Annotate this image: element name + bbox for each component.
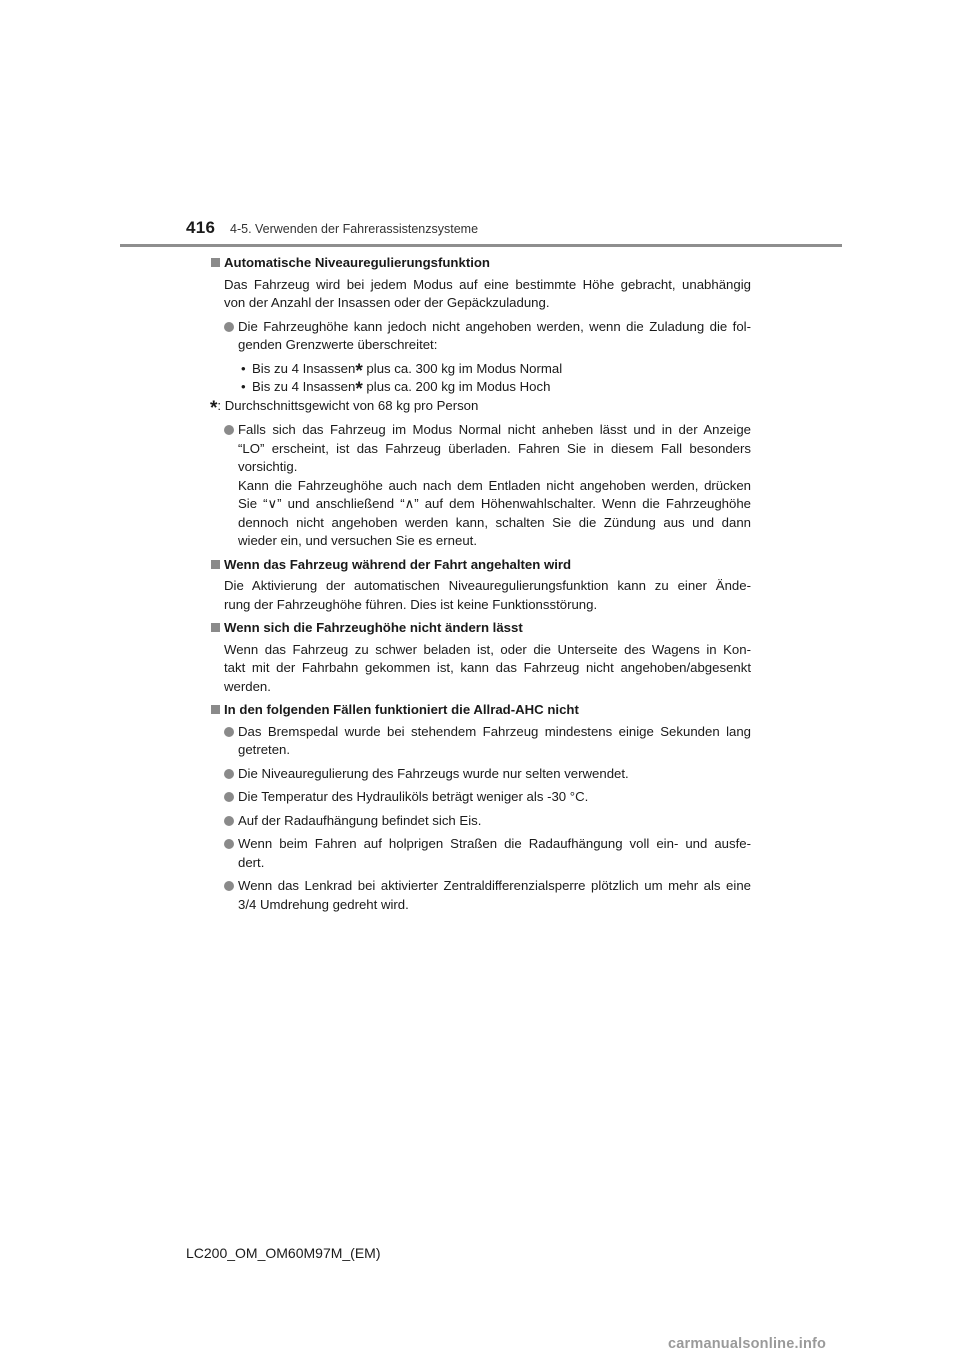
chapter-title: 4-5. Verwenden der Fahrerassistenzsysteme (230, 222, 479, 236)
list-item (210, 877, 751, 914)
text-line: takt mit der Fahrbahn gekommen ist, kann das Fahrzeug nicht angehoben/abgesenkt (224, 660, 751, 675)
section-heading (210, 619, 751, 638)
text-line: Die Temperatur des Hydrauliköls beträgt weniger als -30 °C. (238, 789, 589, 804)
round-bullet-icon (224, 839, 234, 849)
heading-text: Wenn das Fahrzeug während der Fahrt angehalten wird (224, 556, 572, 572)
text-line: Wenn das Fahrzeug zu schwer beladen ist, oder die Unterseite des Wagens in Kon- (224, 641, 751, 657)
text-line: Das Bremspedal wurde bei stehendem Fahrzeug mindestens einige Sekunden lang (238, 723, 751, 739)
text-line: Falls sich das Fahrzeug im Modus Normal nicht anheben lässt und in der Anzeige (238, 422, 751, 437)
round-bullet-icon (224, 816, 234, 826)
round-bullet-icon (224, 425, 234, 435)
round-bullet-icon (224, 881, 234, 891)
header-divider (120, 244, 842, 247)
text-fragment: Bis zu 4 Insassen (252, 360, 356, 376)
square-bullet-icon (211, 258, 220, 267)
text-line: Wenn das Lenkrad bei aktivierter Zentraldifferenzialsperre plötzlich um mehr als eine (238, 878, 751, 893)
round-bullet-icon (224, 769, 234, 779)
section-heading (210, 701, 751, 720)
page-content (210, 254, 751, 919)
dot-bullet-icon: • (241, 379, 246, 394)
text-line: getreten. (238, 742, 291, 757)
list-item (210, 421, 751, 551)
text-line: Die Niveauregulierung des Fahrzeugs wurde nur selten verwendet. (238, 765, 629, 781)
text-line: rung der Fahrzeughöhe führen. Dies ist keine Funktionsstörung. (224, 596, 598, 612)
footnote-text: : Durchschnittsgewicht von 68 kg pro Person (217, 397, 479, 413)
text-line: vorsichtig. (238, 459, 298, 474)
text-fragment: plus ca. 200 kg im Modus Hoch (362, 379, 551, 394)
paragraph (210, 641, 751, 697)
section-height-not-changing (210, 619, 751, 696)
text-line: wieder ein, und versuchen Sie es erneut. (238, 533, 477, 548)
paragraph (210, 577, 751, 614)
section-heading (210, 254, 751, 273)
list-item (210, 788, 751, 807)
section-stopped-while-driving (210, 556, 751, 615)
text-line: 3/4 Umdrehung gedreht wird. (238, 896, 409, 912)
list-item (210, 723, 751, 760)
document-code: LC200_OM_OM60M97M_(EM) (186, 1245, 381, 1261)
text-line: Die Aktivierung der automatischen Niveauregulierungsfunktion kann zu einer Ände- (224, 578, 751, 593)
square-bullet-icon (211, 560, 220, 569)
section-ahc-not-working (210, 701, 751, 914)
text-line: genden Grenzwerte überschreitet: (238, 337, 438, 352)
text-line: dennoch nicht angehoben werden kann, schalten Sie die Zündung aus und dann (238, 514, 751, 530)
text-line: Auf der Radaufhängung befindet sich Eis. (238, 812, 482, 828)
heading-text: Automatische Niveauregulierungsfunktion (224, 255, 490, 270)
square-bullet-icon (211, 705, 220, 714)
sub-list-item (210, 360, 751, 382)
text-line: Kann die Fahrzeughöhe auch nach dem Entladen nicht angehoben werden, drücken (238, 477, 751, 493)
text-line: Das Fahrzeug wird bei jedem Modus auf eine bestimmte Höhe gebracht, unabhängig (224, 276, 751, 292)
text-line: von der Anzahl der Insassen oder der Gepäckzuladung. (224, 295, 550, 310)
text-fragment: plus ca. 300 kg im Modus Normal (362, 360, 563, 376)
dot-bullet-icon: • (241, 360, 246, 376)
section-automatic-leveling (210, 254, 751, 551)
list-item (210, 812, 751, 831)
text-line: “LO” erscheint, ist das Fahrzeug überladen. Fahren Sie in diesem Fall besonders (238, 440, 751, 456)
round-bullet-icon (224, 322, 234, 332)
text-line: Wenn beim Fahren auf holprigen Straßen die Radaufhängung voll ein- und ausfe- (238, 836, 751, 851)
watermark: carmanualsonline.info (668, 1336, 827, 1352)
asterisk-marker: * (355, 360, 363, 382)
round-bullet-icon (224, 727, 234, 737)
text-line: Die Fahrzeughöhe kann jedoch nicht angehoben werden, wenn die Zuladung die fol- (238, 318, 751, 334)
heading-text: Wenn sich die Fahrzeughöhe nicht ändern lässt (224, 620, 523, 635)
paragraph (210, 276, 751, 313)
page-number: 416 (186, 218, 216, 237)
sub-list-item (210, 378, 751, 400)
round-bullet-icon (224, 792, 234, 802)
text-line: werden. (224, 678, 271, 694)
square-bullet-icon (211, 623, 220, 632)
list-item (210, 835, 751, 872)
asterisk-marker: * (210, 397, 218, 419)
list-item (210, 318, 751, 355)
heading-text: In den folgenden Fällen funktioniert die Allrad-AHC nicht (224, 702, 579, 717)
text-fragment: Bis zu 4 Insassen (252, 379, 356, 394)
list-item (210, 765, 751, 784)
footnote (210, 397, 751, 419)
asterisk-marker: * (355, 379, 363, 400)
text-line: Sie “∨” und anschließend “∧” auf dem Höhenwahlschalter. Wenn die Fahrzeughöhe (238, 496, 751, 511)
text-line: dert. (238, 854, 265, 870)
section-heading (210, 556, 751, 575)
